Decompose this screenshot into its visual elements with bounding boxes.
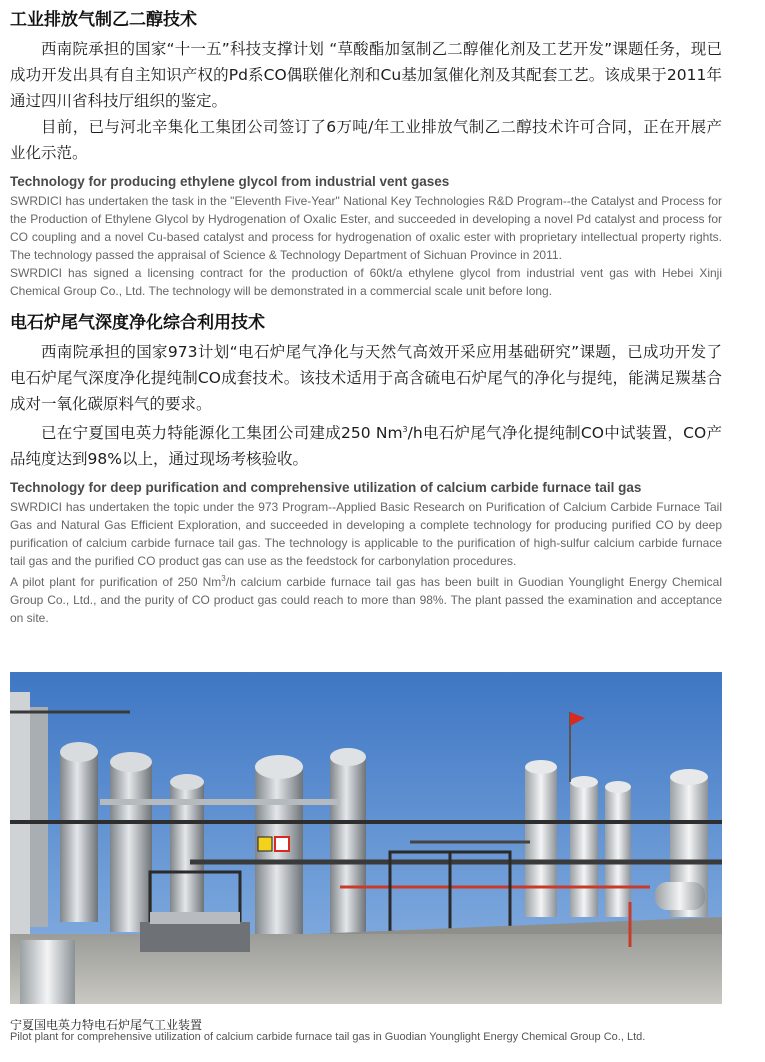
section1-en-para2: SWRDICI has signed a licensing contract for the production of 60kt/a ethylene glycol from industrial vent gas with Hebei Xinji Chemical Group Co., Ltd. The technology will be demonstrated in a commercial scale unit before long. (10, 266, 722, 298)
article (10, 0, 722, 627)
photo-caption-cn: 宁夏国电英力特电石炉尾气工业装置 (10, 1018, 203, 1032)
section2-en-para2-sup: 3 (221, 574, 226, 584)
section2-cn-para2 (10, 417, 722, 472)
section2-cn-para2-a: 已在宁夏国电英力特能源化工集团公司建成250 Nm (41, 424, 403, 443)
section2-cn-para2-sup: 3 (402, 425, 408, 434)
section-carbide-tail-gas (10, 312, 722, 627)
section2-en-para2-a: A pilot plant for purification of 250 Nm (10, 575, 222, 590)
section1-cn-title: 工业排放气制乙二醇技术 (10, 10, 197, 30)
section1-cn-para1: 西南院承担的国家“十一五”科技支撑计划 “草酸酯加氢制乙二醇催化剂及工艺开发”课题任务，现已成功开发出具有自主知识产权的Pd系CO偶联催化剂和Cu基加氢催化剂及其配套工艺。该成果于2011年通过四川省科技厅组织的鉴定。 (10, 40, 722, 110)
section2-cn-para2-b: /h电石炉尾气净化提纯制CO中试装置，CO产品纯度达到98%以上，通过现场考核验收。 (10, 424, 722, 469)
plant-photo (10, 672, 722, 1004)
section-ethylene-glycol (10, 9, 722, 300)
section2-en-title: Technology for deep purification and comprehensive utilization of calcium carbide furnace tail gas (10, 480, 642, 496)
section2-en-para1: SWRDICI has undertaken the topic under the 973 Program--Applied Basic Research on Purification of Calcium Carbide Furnace Tail Gas and Natural Gas Efficient Exploration, and succeeded in developing a complete technology for producing purified CO by deep purification of calcium carbide furnace tail gas. The technology is applicable to the purification of high-sulfur calcium carbide furnace tail gas and the purified CO product gas can use as the feedstock for carbonylation procedures. (10, 500, 722, 569)
photo-caption-en: Pilot plant for comprehensive utilization of calcium carbide furnace tail gas in Guodian Younglight Energy Chemical Group Co., Ltd. (10, 1031, 646, 1043)
plant-photo-illustration (10, 672, 722, 1004)
section2-cn-title: 电石炉尾气深度净化综合利用技术 (10, 313, 265, 333)
section2-cn-para1: 西南院承担的国家973计划“电石炉尾气净化与天然气高效开采应用基础研究”课题，已成功开发了电石炉尾气深度净化提纯制CO成套技术。该技术适用于高含硫电石炉尾气的净化与提纯，能满足羰基合成对一氧化碳原料气的要求。 (10, 343, 722, 413)
section1-en-para1: SWRDICI has undertaken the task in the "Eleventh Five-Year" National Key Technologies R&D Program--the Catalyst and Process for the Production of Ethylene Glycol by Hydrogenation of Oxalic Ester, and succeeded in developing a novel Pd catalyst and process for CO coupling and a novel Cu-based catalyst and process for hydrogenation of oxalic ester with proprietary intellectual property rights. The technology passed the appraisal of Science & Technology Department of Sichuan Province in 2011. (10, 194, 722, 262)
section2-en-para2 (10, 570, 722, 627)
section1-en-title: Technology for producing ethylene glycol from industrial vent gases (10, 174, 450, 189)
section2-en-para2-b: /h calcium carbide furnace tail gas has been built in Guodian Younglight Energy Chemical Group Co., Ltd., and the purity of CO product gas could reach to more than 98%. The plant passed the examination and acceptance on site. (10, 575, 722, 626)
section1-cn-para2: 目前，已与河北辛集化工集团公司签订了6万吨/年工业排放气制乙二醇技术许可合同，正在开展产业化示范。 (10, 118, 722, 162)
